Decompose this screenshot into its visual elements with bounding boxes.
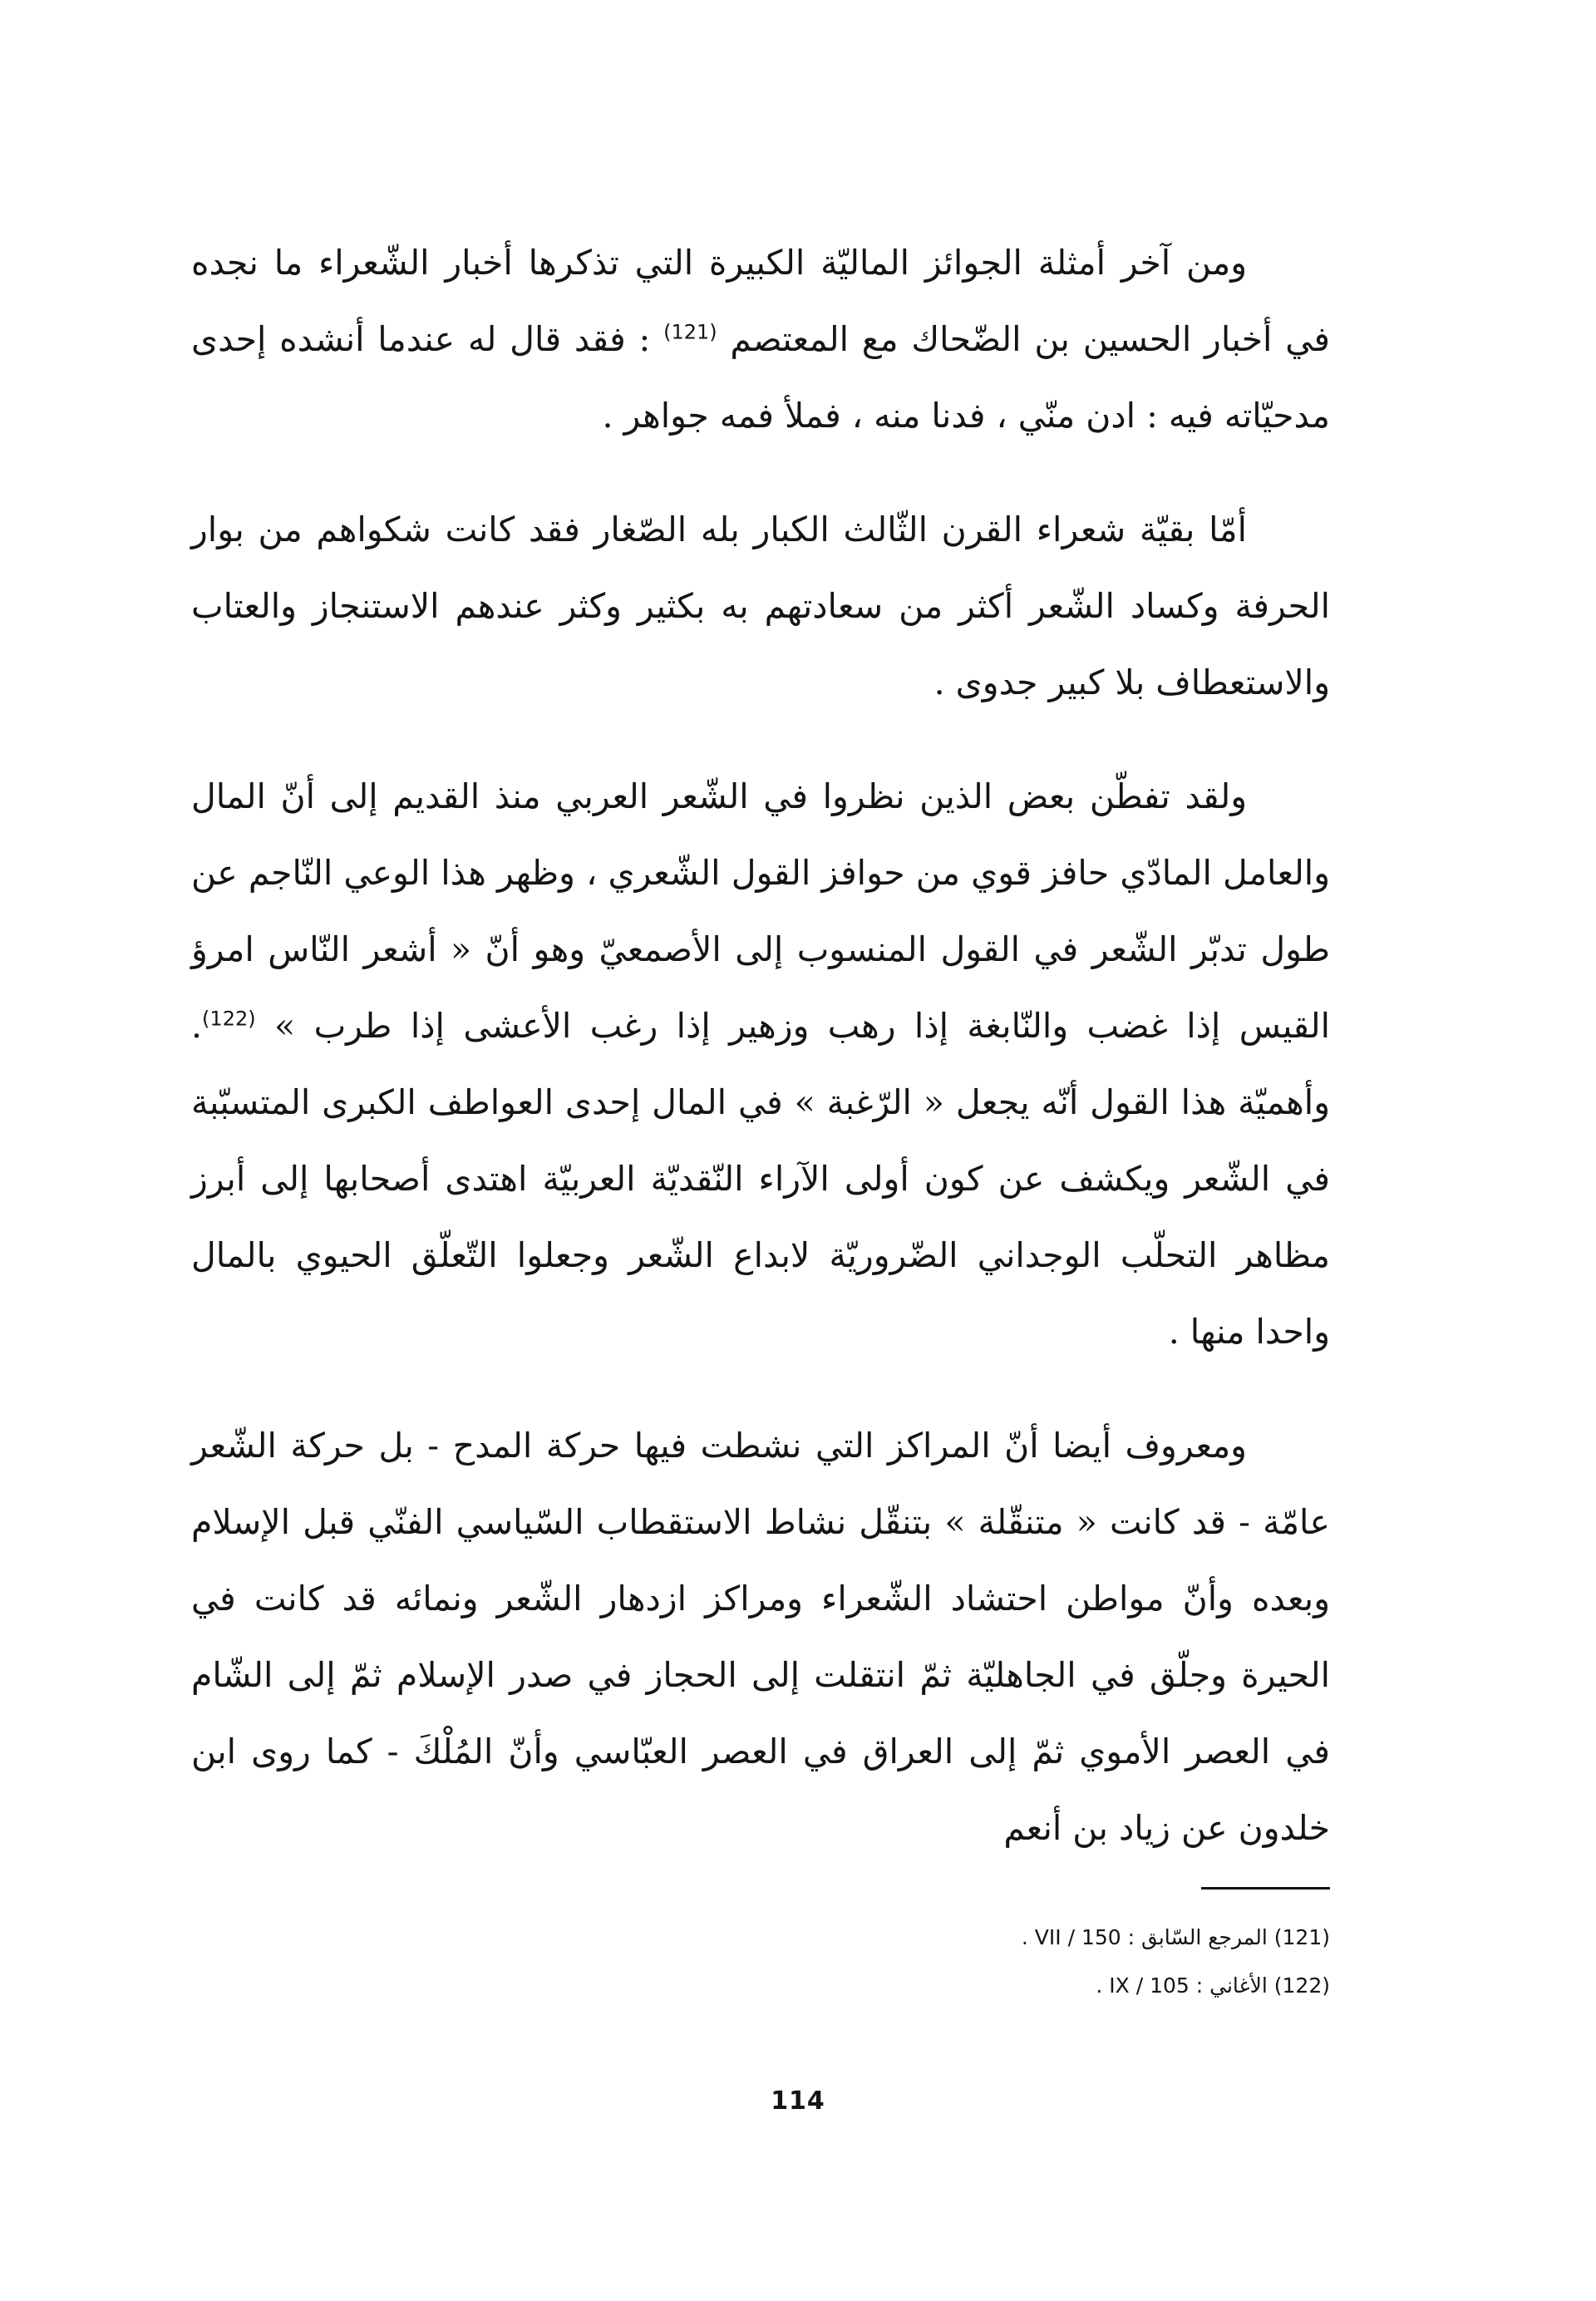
footnotes xyxy=(191,1914,1330,2010)
footnote-122: (122) الأغاني : IX / 105 . xyxy=(1096,1973,1330,1998)
paragraph-1-after: : فقد قال له عندما أنشده إحدى مدحيّاته فيه : ادن منّي ، فدنا منه ، فملأ فمه جواهر . xyxy=(191,319,1330,436)
paragraph-1 xyxy=(191,224,1330,454)
paragraph-1-before: ومن آخر أمثلة الجوائز الماليّة الكبيرة التي تذكرها أخبار الشّعراء ما نجده في أخبار الحسين بن الضّحاك مع المعتصم xyxy=(191,243,1330,359)
paragraph-4: ومعروف أيضا أنّ المراكز التي نشطت فيها حركة المدح - بل حركة الشّعر عامّة - قد كانت « متنقّلة » بتنقّل نشاط الاستقطاب السّياسي الفنّي قبل الإسلام وبعده وأنّ مواطن احتشاد الشّعراء ومراكز ازدهار الشّعر ونمائه قد كانت في الحيرة وجلّق في الجاهليّة ثمّ انتقلت إلى الحجاز في صدر الإسلام ثمّ إلى الشّام في العصر الأموي ثمّ إلى العراق في العصر العبّاسي وأنّ المُلْكَ - كما روى ابن خلدون عن زياد بن أنعم xyxy=(191,1426,1330,1848)
footnote-separator xyxy=(1201,1887,1330,1890)
paragraph-3-before: ولقد تفطّن بعض الذين نظروا في الشّعر العربي منذ القديم إلى أنّ المال والعامل المادّي حافز قوي من حوافز القول الشّعري ، وظهر هذا الوعي النّاجم عن طول تدبّر الشّعر في القول المنسوب إلى الأصمعيّ وهو أنّ « أشعر النّاس امرؤ القيس إذا غضب والنّابغة إذا رهب وزهير إذا رغب الأعشى إذا طرب » xyxy=(191,776,1330,1046)
paragraph-3-after: . وأهميّة هذا القول أنّه يجعل « الرّغبة » في المال إحدى العواطف الكبرى المتسبّبة في الشّعر ويكشف عن كون أولى الآراء النّقديّة العربيّة اهتدى أصحابها إلى أبرز مظاهر التحلّب الوجداني الضّروريّة لابداع الشّعر وجعلوا التّعلّق الحيوي بالمال واحدا منها . xyxy=(191,1006,1330,1352)
footnote-ref-122: (122) xyxy=(202,1007,256,1031)
paragraph-3 xyxy=(191,758,1330,1370)
paragraph-2: أمّا بقيّة شعراء القرن الثّالث الكبار بله الصّغار فقد كانت شكواهم من بوار الحرفة وكساد الشّعر أكثر من سعادتهم به بكثير وكثر عندهم الاستنجاز والعتاب والاستعطاف بلا كبير جدوى . xyxy=(191,510,1330,702)
footnote-ref-121: (121) xyxy=(663,320,717,344)
main-text xyxy=(191,224,1330,1904)
footnote-121: (121) المرجع السّابق : VII / 150 . xyxy=(1021,1925,1330,1949)
page-number: 114 xyxy=(771,2087,825,2116)
